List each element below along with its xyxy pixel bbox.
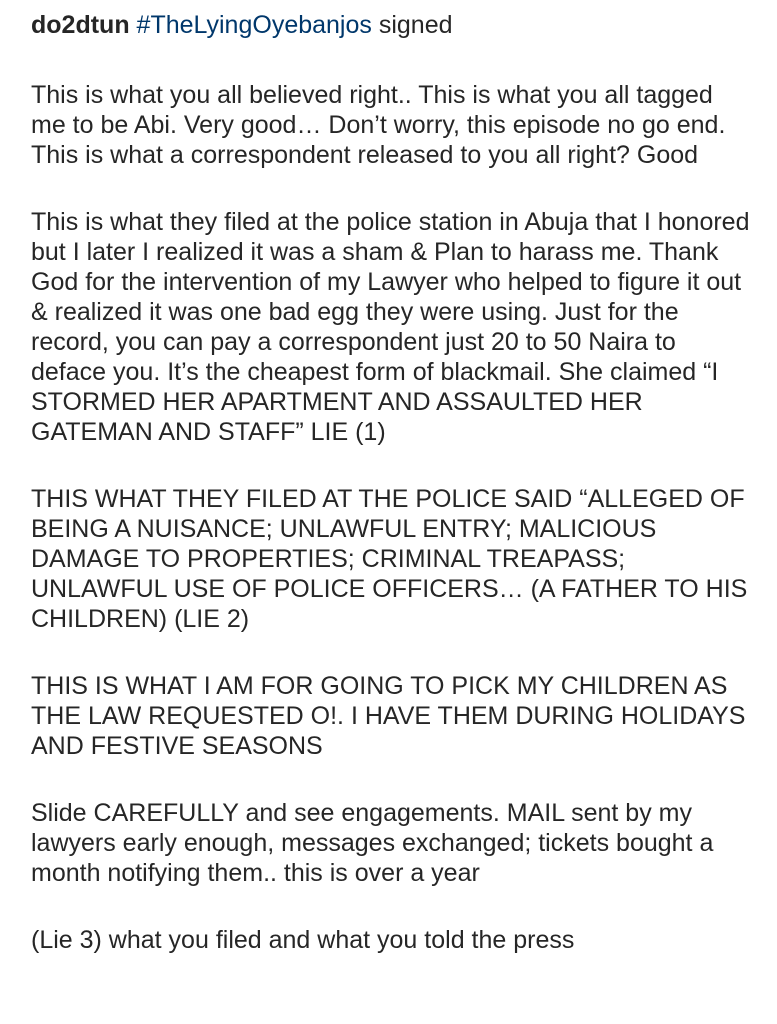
username-link[interactable]: do2dtun [31,11,130,39]
caption-paragraph-1: This is what you all believed right.. This is what you all tagged me to be Abi. Very good… Don’t worry, this episode no go end. This is what a correspondent released to you all right? Good [31,81,726,169]
caption-paragraph-4: THIS IS WHAT I AM FOR GOING TO PICK MY CHILDREN AS THE LAW REQUESTED O!. I HAVE THEM DURING HOLIDAYS AND FESTIVE SEASONS [31,672,746,760]
post-caption [31,8,753,992]
caption-paragraph-2: This is what they filed at the police station in Abuja that I honored but I later I realized it was a sham & Plan to harass me. Thank God for the intervention of my Lawyer who helped to figure it out & realized it was one bad egg they were using. Just for the record, you can pay a correspondent just 20 to 50 Naira to deface you. It’s the cheapest form of blackmail. She claimed “I STORMED HER APARTMENT AND ASSAULTED HER GATEMAN AND STAFF” LIE (1) [31,208,750,446]
caption-paragraph-5: Slide CAREFULLY and see engagements. MAIL sent by my lawyers early enough, messages exchanged; tickets bought a month notifying them.. this is over a year [31,799,714,887]
header-suffix: signed [378,11,453,39]
caption-header [31,8,753,42]
hashtag-link[interactable]: #TheLyingOyebanjos [136,11,372,39]
caption-paragraph-3: THIS WHAT THEY FILED AT THE POLICE SAID “ALLEGED OF BEING A NUISANCE; UNLAWFUL ENTRY; MALICIOUS DAMAGE TO PROPERTIES; CRIMINAL TREAPASS; UNLAWFUL USE OF POLICE OFFICERS… (A FATHER TO HIS CHILDREN) (LIE 2) [31,485,748,633]
caption-paragraph-6: (Lie 3) what you filed and what you told the press [31,926,575,954]
